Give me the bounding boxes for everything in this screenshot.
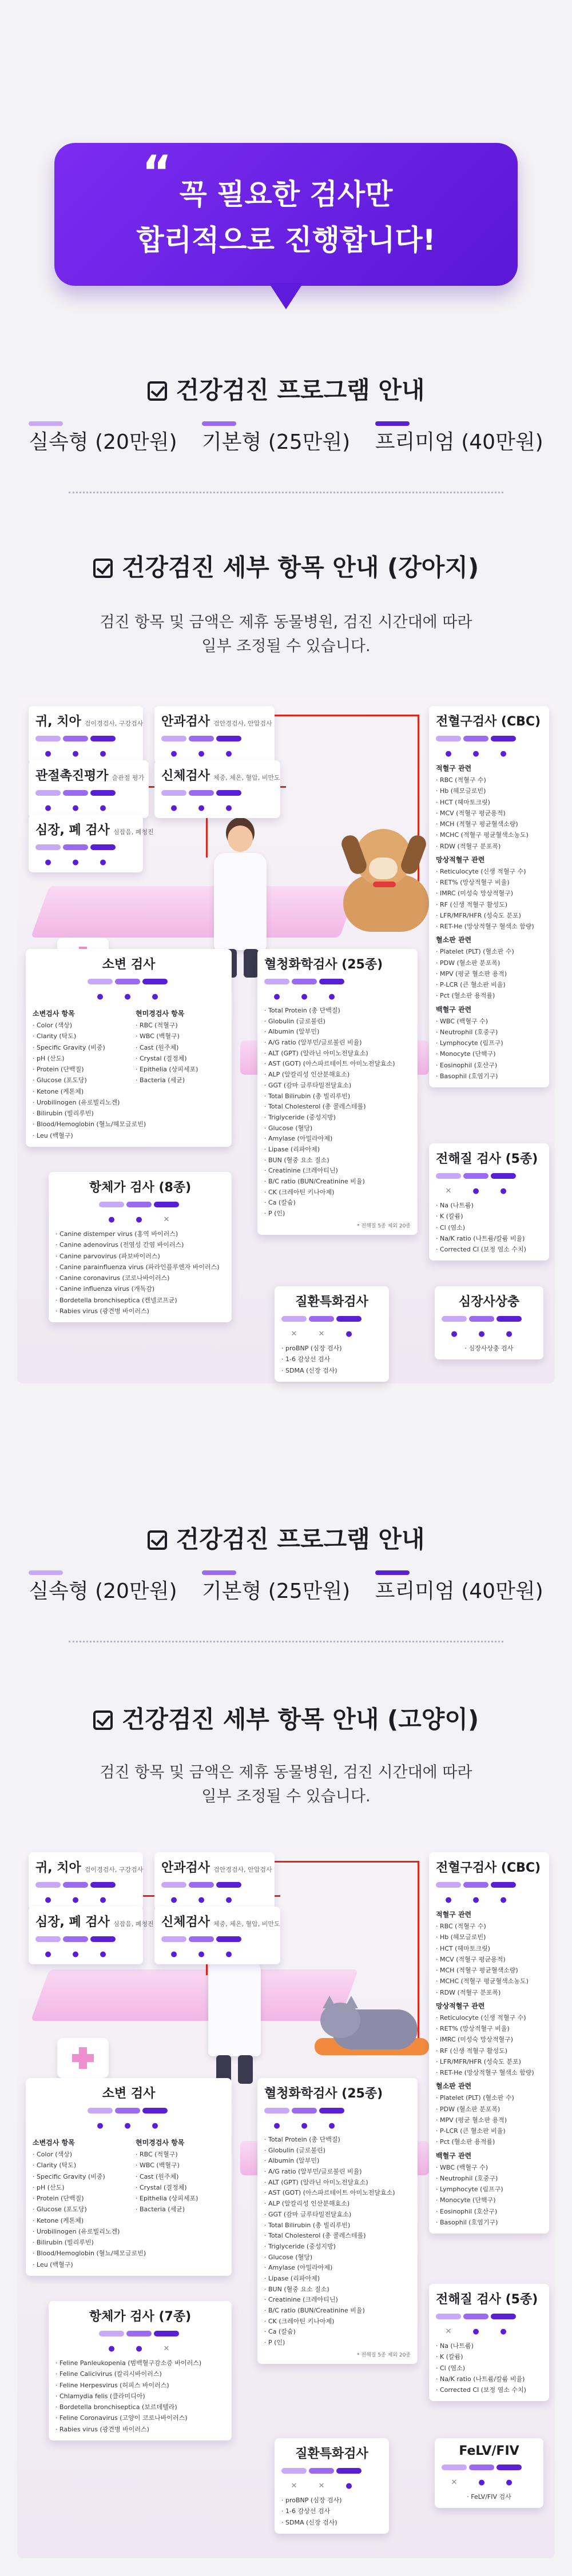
card-eye: 안과검사 검안경검사, 안압검사 ● ● ● xyxy=(154,1852,275,1910)
dog-illustration xyxy=(337,823,435,938)
card-cbc: 전혈구검사 (CBC) ● ● ● 적혈구 관련 · RBC (적혈구 수) · Hb (헤모글로빈) · HCT (헤마토크릿) · MCV (적혈구 평균용적) · MCH (적혈구 평균혈색소량) · MCHC (적혈구 평균혈색소농도) · RDW (적혈구 분포폭) 망상적혈구 관련 · Reticulocyte (신생 적혈구 수) · RET% (망상적혈구 비율) · IMRC (미성숙 망상적혈구) · RF (신생 적혈구 활성도) · LFR/MFR/HFR (성숙도 분포) · RET-He (망상적혈구 혈색소 함량) 혈소판 관련 · Platelet (PLT) (혈소판 수) · PDW (혈소판 분포폭) · MPV (평균 혈소판 용적) · P-LCR (큰 혈소판 비율) · Pct (혈소판 용적률) 백혈구 관련 · WBC (백혈구 수) · Neutrophil (호중구) · Lymphocyte (림프구) · Monocyte (단핵구) · Eosinophil (호산구) · Basophil (호염기구) xyxy=(429,706,549,1087)
card-ear-teeth: 귀, 치아 검이경검사, 구강검사 ● ● ● xyxy=(29,1852,143,1910)
section-subtitle: 검진 항목 및 금액은 제휴 동물병원, 검진 시간대에 따라 일부 조정될 수 있습니다. xyxy=(100,1764,472,1805)
plan-list xyxy=(0,426,572,455)
card-heart-lung: 심장, 폐 검사 심잡음, 폐청진 ● ● ● xyxy=(29,815,143,872)
quote-icon: “ xyxy=(142,146,172,199)
card-antibody: 항체가 검사 (7종) ● ● ✕ · Feline Panleukopenia (범백혈구감소증 바이러스) · Feline Calicivirus (칼리시바이러스) · Feline Herpesvirus (허피스 바이러스) · Chlamydia felis (클라미디아) · Bordetella bronchiseptica (보르데텔라) · Feline Coronavirus (고양이 코로나바이러스) · Rabies virus (광견병 바이러스) xyxy=(49,2301,232,2441)
card-urine: 소변 검사 ● ● ● 소변검사 항목 · Color (색상) · Clarity (탁도) · Specific Gravity (비중) · pH (산도) · Protein (단백질) · Glucose (포도당) · Ketone (케톤체) · Urobilinogen (유로빌리노겐) · Bilirubin (빌리루빈) · Blood/Hemoglobin (혈뇨/헤모글로빈) · Leu (백혈구) 현미경검사 항목 · RBC (적혈구) · WBC (백혈구) · Cast (원주체) · Crystal (결정체) · Epithelia (상피세포) · Bacteria (세균) xyxy=(26,949,232,1147)
card-antibody: 항체가 검사 (8종) ● ● ✕ · Canine distemper virus (홍역 바이러스) · Canine adenovirus (전염성 간염 바이러스) · Canine parvovirus (파보바이러스) · Canine parainfluenza virus (파라인플루엔자 바이러스) · Canine coronavirus (코로나바이러스) · Canine influenza virus (개독감) · Bordetella bronchiseptica (켄넬코프균) · Rabies virus (광견병 바이러스) xyxy=(49,1172,232,1322)
cat-illustration xyxy=(315,1998,429,2061)
plan-list-2 xyxy=(0,1575,572,1604)
platform xyxy=(31,886,359,938)
hero-bubble xyxy=(54,143,518,286)
plan-premium: 프리미엄 (40만원) xyxy=(375,426,543,455)
plan-standard: 기본형 (25만원) xyxy=(202,1575,350,1604)
plan-basic: 실속형 (20만원) xyxy=(29,1575,177,1604)
card-special: 질환특화검사 ✕ ✕ ● · proBNP (심장 검사) · 1-6 감상선 검사 · SDMA (신장 검사) xyxy=(275,2438,389,2534)
divider xyxy=(69,492,503,493)
card-electrolyte: 전해질 검사 (5종) ✕ ● ● · Na (나트륨) · K (칼륨) · Cl (염소) · Na/K ratio (나트륨/칼륨 비율) · Corrected Cl (보정 염소 수치) xyxy=(429,1143,549,1261)
platform xyxy=(31,1969,359,2021)
card-joint: 관절촉진평가 슬관절 평가 ● ● ● xyxy=(29,760,149,818)
card-body: 신체검사 체중, 체온, 혈압, 비만도 ● ● ● xyxy=(154,1907,280,1964)
divider xyxy=(69,1641,503,1642)
card-heartworm: 심장사상충 ● ● ● · 심장사상충 검사 xyxy=(435,1286,543,1359)
medical-kit-icon xyxy=(57,2038,109,2078)
card-blood-chem: 혈청화학검사 (25종) ● ● ● · Total Protein (총 단백질) · Globulin (글로불린) · Albumin (알부민) · A/G ratio (알부민/글로불린 비율) · ALT (GPT) (알라닌 아미노전달효소) · AST (GOT) (아스파르테이트 아미노전달효소) · ALP (알칼리성 인산분해효소) · GGT (감마 글루타밀전달효소) · Total Bilirubin (총 빌리루빈) · Total Cholesterol (총 콜레스테롤) · Triglyceride (중성지방) · Glucose (혈당) · Amylase (아밀라아제) · Lipase (리파아제) · BUN (혈중 요소 질소) · Creatinine (크레아티닌) · B/C ratio (BUN/Creatinine 비율) · CK (크레아틴 키나아제) · Ca (칼슘) · P (인) * 전해질 5종 제외 20종 xyxy=(257,949,418,1235)
hero-bubble-tail xyxy=(269,283,303,309)
card-felv-fiv: FeLV/FIV ✕ ● ● · FeLV/FIV 검사 xyxy=(435,2438,543,2508)
card-electrolyte: 전해질 검사 (5종) ✕ ● ● · Na (나트륨) · K (칼륨) · Cl (염소) · Na/K ratio (나트륨/칼륨 비율) · Corrected Cl (보정 염소 수치) xyxy=(429,2284,549,2401)
card-eye: 안과검사 검안경검사, 안압검사 ● ● ● xyxy=(154,706,275,764)
checkbox-icon xyxy=(148,381,167,401)
card-cbc: 전혈구검사 (CBC) ● ● ● 적혈구 관련 · RBC (적혈구 수) · Hb (헤모글로빈) · HCT (헤마토크릿) · MCV (적혈구 평균용적) · MCH (적혈구 평균혈색소량) · MCHC (적혈구 평균혈색소농도) · RDW (적혈구 분포폭) 망상적혈구 관련 · Reticulocyte (신생 적혈구 수) · RET% (망상적혈구 비율) · IMRC (미성숙 망상적혈구) · RF (신생 적혈구 활성도) · LFR/MFR/HFR (성숙도 분포) · RET-He (망상적혈구 혈색소 함량) 혈소판 관련 · Platelet (PLT) (혈소판 수) · PDW (혈소판 분포폭) · MPV (평균 혈소판 용적) · P-LCR (큰 혈소판 비율) · Pct (혈소판 용적률) 백혈구 관련 · WBC (백혈구 수) · Neutrophil (호중구) · Lymphocyte (림프구) · Monocyte (단핵구) · Eosinophil (호산구) · Basophil (호염기구) xyxy=(429,1852,549,2234)
card-body: 신체검사 체중, 체온, 혈압, 비만도 ● ● ● xyxy=(154,760,280,818)
dog-checkup-illustration xyxy=(17,697,555,1383)
hero-line-2: 합리적으로 진행합니다! xyxy=(136,224,436,257)
section-subtitle: 검진 항목 및 금액은 제휴 동물병원, 검진 시간대에 따라 일부 조정될 수 있습니다. xyxy=(100,613,472,655)
cat-checkup-illustration xyxy=(17,1844,555,2558)
checkbox-icon xyxy=(93,1710,113,1730)
card-heart-lung: 심장, 폐 검사 심잡음, 폐청진 ● ● ● xyxy=(29,1907,143,1964)
card-urine: 소변 검사 ● ● ● 소변검사 항목 · Color (색상) · Clarity (탁도) · Specific Gravity (비중) · pH (산도) · Protein (단백질) · Glucose (포도당) · Ketone (케톤체) · Urobilinogen (유로빌리노겐) · Bilirubin (빌리루빈) · Blood/Hemoglobin (혈뇨/헤모글로빈) · Leu (백혈구) 현미경검사 항목 · RBC (적혈구) · WBC (백혈구) · Cast (원주체) · Crystal (결정체) · Epithelia (상피세포) · Bacteria (세균) xyxy=(26,2078,232,2276)
checkbox-icon xyxy=(93,559,113,578)
plan-premium: 프리미엄 (40만원) xyxy=(375,1575,543,1604)
plan-basic: 실속형 (20만원) xyxy=(29,426,177,455)
hero-line-1: 꼭 필요한 검사만 xyxy=(179,178,393,211)
section-title-program-2: 건강검진 프로그램 안내 xyxy=(0,1521,572,1555)
card-blood-chem: 혈청화학검사 (25종) ● ● ● · Total Protein (총 단백질) · Globulin (글로불린) · Albumin (알부민) · A/G ratio (알부민/글로불린 비율) · ALT (GPT) (알라닌 아미노전달효소) · AST (GOT) (아스파르테이트 아미노전달효소) · ALP (알칼리성 인산분해효소) · GGT (감마 글루타밀전달효소) · Total Bilirubin (총 빌리루빈) · Total Cholesterol (총 콜레스테롤) · Triglyceride (중성지방) · Glucose (혈당) · Amylase (아밀라아제) · Lipase (리파아제) · BUN (혈중 요소 질소) · Creatinine (크레아티닌) · B/C ratio (BUN/Creatinine 비율) · CK (크레아틴 키나아제) · Ca (칼슘) · P (인) * 전해질 5종 제외 20종 xyxy=(257,2078,418,2364)
plan-standard: 기본형 (25만원) xyxy=(202,426,350,455)
section-title-dog: 건강검진 세부 항목 안내 (강아지) xyxy=(0,549,572,583)
card-special: 질환특화검사 ✕ ✕ ● · proBNP (심장 검사) · 1-6 감상선 검사 · SDMA (신장 검사) xyxy=(275,1286,389,1382)
section-title-program: 건강검진 프로그램 안내 xyxy=(0,372,572,406)
checkbox-icon xyxy=(148,1530,167,1550)
section-title-cat: 건강검진 세부 항목 안내 (고양이) xyxy=(0,1701,572,1735)
card-ear-teeth: 귀, 치아 검이경검사, 구강검사 ● ● ● xyxy=(29,706,143,764)
